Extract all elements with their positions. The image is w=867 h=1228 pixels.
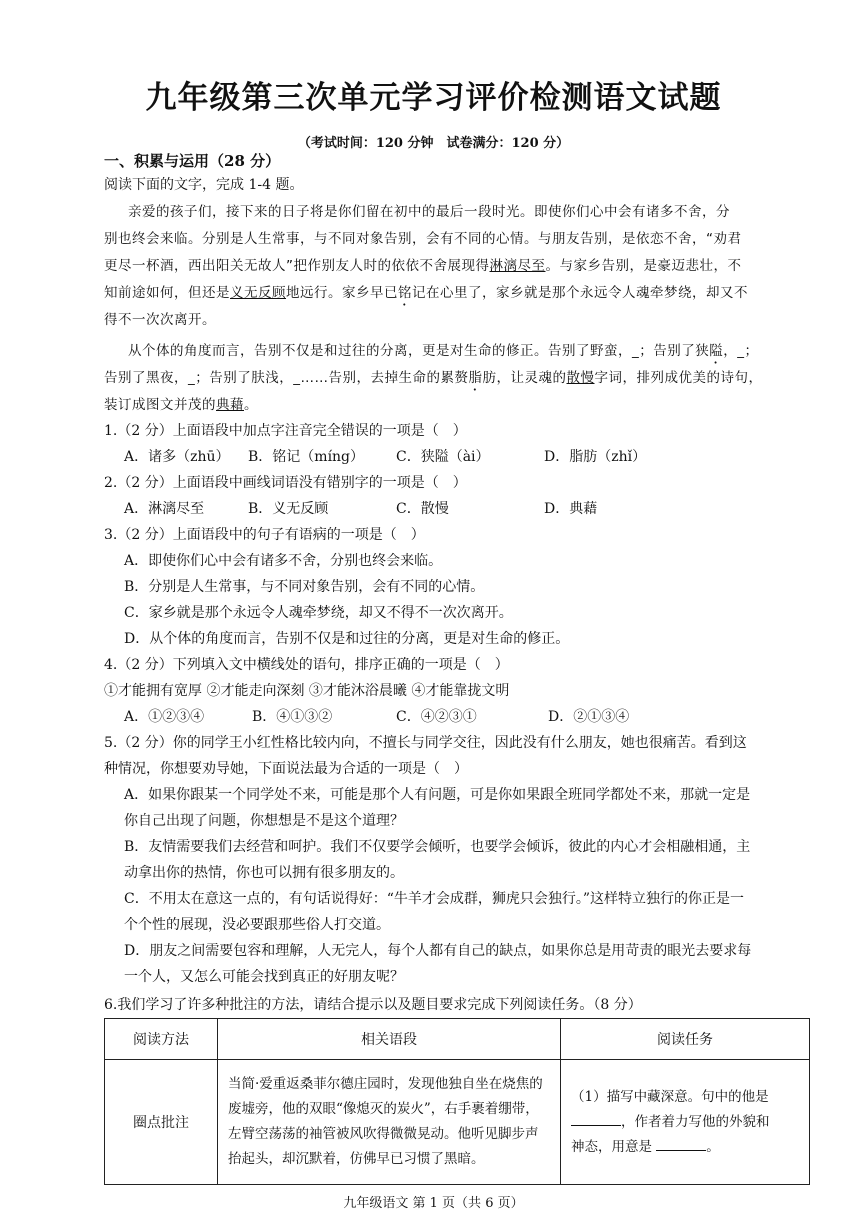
q2-option-d: D．典藉 — [544, 501, 598, 517]
passage-text: ，_； — [723, 343, 759, 359]
exam-title: 九年级第三次单元学习评价检测语文试题 — [145, 80, 722, 116]
section-heading: 一、积累与运用（28 分） — [104, 152, 281, 170]
q1-option-d: D．脂肪（zhǐ） — [544, 449, 647, 465]
task-cell — [561, 1060, 810, 1185]
q3-option-a: A．即使你们心中会有诸多不舍，分别也终会来临。 — [124, 553, 443, 569]
q5-option-b: B．友情需要我们去经营和呵护。我们不仅要学会倾听，也要学会倾诉，彼此的内心才会相融相通，主 — [124, 839, 751, 855]
passage-line-2: 别也终会来临。分别是人生常事，与不同对象告别，会有不同的心情。与朋友告别，是依恋不舍，“劝君 — [104, 231, 742, 247]
passage-line-5: 得不一次次离开。 — [104, 312, 216, 328]
q3-option-c: C．家乡就是那个永远令人魂牵梦绕，却又不得不一次次离开。 — [124, 605, 513, 621]
passage-text: 字词，排列成优美的诗句， — [594, 370, 763, 386]
underlined-word: 典藉 — [216, 397, 244, 413]
header-task: 阅读任务 — [561, 1019, 810, 1060]
task-text: 神态，用意是 — [571, 1138, 652, 1155]
passage-cell: 当简·爱重返桑菲尔德庄园时，发现他独自坐在烧焦的废墟旁，他的双眼“像熄灭的炭火”，右手裹着绷带，左臂空荡荡的袖管被风吹得微微晃动。他听见脚步声抬起头，却沉默着，仿佛早已习惯了黑暗。 — [218, 1060, 561, 1185]
passage-text: 从个体的角度而言，告别不仅是和过往的分离，更是对生命的修正。告别了野蛮，_；告别了狭 — [128, 343, 710, 359]
q5-option-a-cont: 你自己出现了问题，你想想是不是这个道理？ — [124, 813, 404, 829]
passage-text: 更尽一杯酒，西出阳关无故人”把作别友人时的依依不舍展现得 — [104, 258, 490, 274]
passage-text: 告别了黑夜，_；告别了肤浅，_……告别，去掉生命的累赘 — [104, 370, 469, 386]
table-row — [105, 1060, 810, 1185]
passage-text: 地远行。家乡早已 — [286, 285, 398, 301]
q2-option-c: C．散慢 — [396, 501, 449, 517]
q1-option-c: C．狭隘（ài） — [396, 449, 490, 465]
dotted-char: 脂 — [468, 370, 483, 386]
passage-text: 装订成图文并茂的 — [104, 397, 216, 413]
page-footer: 九年级语文 第 1 页（共 6 页） — [343, 1196, 524, 1211]
q3-option-d: D．从个体的角度而言，告别不仅是和过往的分离，更是对生命的修正。 — [124, 631, 570, 647]
underlined-word: 散慢 — [566, 370, 595, 386]
task-text: ，作者着力写他的外貌和 — [621, 1113, 770, 1130]
q4-option-a: A．①②③④ — [124, 709, 205, 725]
question-1-stem: 1.（2 分）上面语段中加点字注音完全错误的一项是（ ） — [104, 423, 467, 439]
exam-subtitle: （考试时间：120 分钟 试卷满分：120 分） — [297, 136, 570, 151]
question-4-stem: 4.（2 分）下列填入文中横线处的语句，排序正确的一项是（ ） — [104, 657, 509, 673]
header-passage: 相关语段 — [218, 1019, 561, 1060]
q5-option-a: A．如果你跟某一个同学处不来，可能是那个人有问题，可是你如果跟全班同学都处不来，那就一定是 — [124, 787, 751, 803]
q2-option-a: A．淋漓尽至 — [124, 501, 205, 517]
question-6-stem: 6.我们学习了许多种批注的方法，请结合提示以及题目要求完成下列阅读任务。（8 分） — [104, 997, 642, 1013]
passage-line-4 — [104, 281, 748, 309]
q5-option-d-cont: 一个人，又怎么可能会找到真正的好朋友呢？ — [124, 969, 404, 985]
dotted-char: 隘 — [709, 343, 724, 359]
task-text: 。 — [706, 1138, 720, 1155]
q2-option-b: B．义无反顾 — [248, 501, 329, 517]
dotted-char: 铭 — [398, 285, 412, 301]
passage-line-1: 亲爱的孩子们，接下来的日子将是你们留在初中的最后一段时光。即使你们心中会有诸多不舍，分 — [128, 204, 730, 220]
passage-text: 知前途如何，但还是 — [104, 285, 230, 301]
q4-option-b: B．④①③② — [252, 709, 333, 725]
table-header-row — [105, 1019, 810, 1060]
q5-option-b-cont: 动拿出你的热情，你也可以拥有很多朋友的。 — [124, 865, 404, 881]
answer-blank[interactable] — [571, 1111, 621, 1126]
passage-text: 肪，让灵魂的 — [482, 370, 567, 386]
q4-option-c: C．④②③① — [396, 709, 477, 725]
question-5-stem-cont: 种情况，你想要劝导她，下面说法最为合适的一项是（ ） — [104, 761, 468, 777]
section-instruction: 阅读下面的文字，完成 1-4 题。 — [104, 177, 304, 193]
q1-option-b: B．铭记（míng） — [248, 449, 365, 465]
passage-line-7 — [104, 366, 763, 394]
question-3-stem: 3.（2 分）上面语段中的句子有语病的一项是（ ） — [104, 527, 425, 543]
passage-line-3 — [104, 254, 742, 274]
q5-option-c: C．不用太在意这一点的，有句话说得好：“牛羊才会成群，狮虎只会独行。”这样特立独行的你正是一 — [124, 891, 745, 907]
reading-task-table — [104, 1018, 810, 1185]
passage-text: 记在心里了，家乡就是那个永远令人魂牵梦绕，却又不 — [412, 285, 748, 301]
q4-option-d: D．②①③④ — [548, 709, 630, 725]
q4-items: ①才能拥有宽厚 ②才能走向深刻 ③才能沐浴晨曦 ④才能靠拢文明 — [104, 683, 510, 699]
q1-option-a: A．诸多（zhū） — [124, 449, 230, 465]
task-text: （1）描写中藏深意。句中的他是 — [571, 1088, 769, 1105]
q5-option-d: D．朋友之间需要包容和理解，人无完人，每个人都有自己的缺点，如果你总是用苛责的眼光去要求每 — [124, 943, 752, 959]
question-2-stem: 2.（2 分）上面语段中画线词语没有错别字的一项是（ ） — [104, 475, 467, 491]
q5-option-c-cont: 个个性的展现，没必要跟那些俗人打交道。 — [124, 917, 390, 933]
question-5-stem: 5.（2 分）你的同学王小红性格比较内向，不擅长与同学交往，因此没有什么朋友，她也很痛苦。看到这 — [104, 735, 747, 751]
passage-line-6 — [128, 339, 759, 367]
passage-line-8 — [104, 393, 258, 413]
underlined-word: 淋漓尽至 — [489, 258, 546, 274]
header-method: 阅读方法 — [105, 1019, 218, 1060]
underlined-word: 义无反顾 — [230, 285, 286, 301]
q3-option-b: B．分别是人生常事，与不同对象告别，会有不同的心情。 — [124, 579, 485, 595]
passage-text: 。 — [244, 397, 258, 413]
method-cell: 圈点批注 — [105, 1060, 218, 1185]
passage-text: 。与家乡告别，是豪迈悲壮，不 — [545, 258, 742, 274]
answer-blank[interactable] — [656, 1136, 706, 1151]
